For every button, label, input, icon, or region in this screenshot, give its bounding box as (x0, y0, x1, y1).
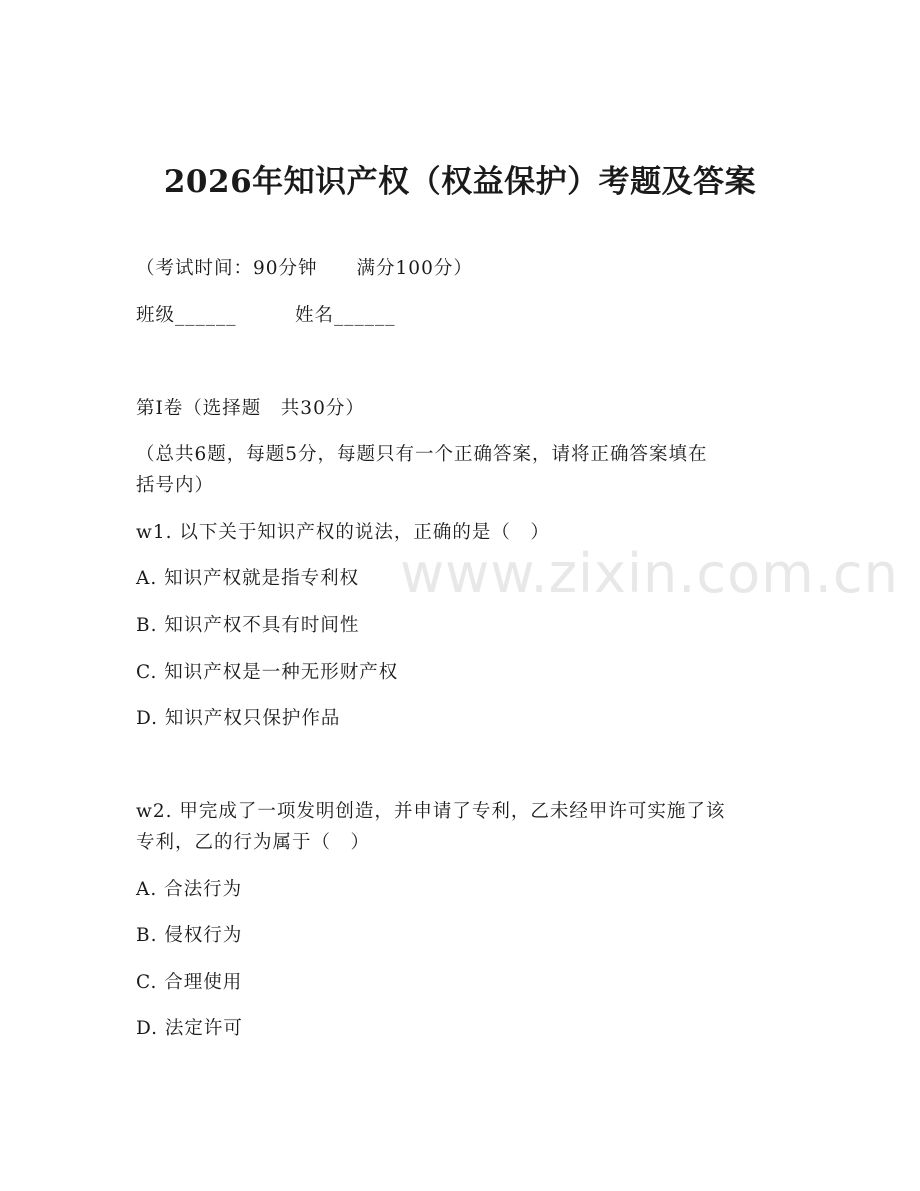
question-1-stem: w1. 以下关于知识产权的说法，正确的是（ ） (136, 522, 550, 543)
question-2-stem-line-1: w2. 甲完成了一项发明创造，并申请了专利，乙未经甲许可实施了该 (136, 801, 726, 822)
exam-info: （考试时间：90分钟 满分100分） (136, 258, 473, 279)
question-2-option-b: B. 侵权行为 (136, 925, 243, 946)
document-title: 2026年知识产权（权益保护）考题及答案 (163, 164, 757, 200)
class-name-line: 班级______ 姓名______ (136, 305, 396, 326)
question-1-option-b: B. 知识产权不具有时间性 (136, 615, 360, 636)
question-2-option-a: A. 合法行为 (136, 879, 243, 900)
instructions-line-1: （总共6题，每题5分，每题只有一个正确答案，请将正确答案填在 (136, 444, 708, 465)
question-1-option-c: C. 知识产权是一种无形财产权 (136, 662, 399, 683)
watermark: www.zixin.com.cn (400, 542, 899, 605)
instructions-line-2: 括号内） (136, 475, 215, 496)
question-2-stem-line-2: 专利，乙的行为属于（ ） (136, 832, 371, 853)
question-2-option-c: C. 合理使用 (136, 972, 243, 993)
section-heading: 第Ⅰ卷（选择题 共30分） (136, 398, 365, 419)
question-1-option-d: D. 知识产权只保护作品 (136, 708, 341, 729)
question-1-option-a: A. 知识产权就是指专利权 (136, 568, 360, 589)
question-2-option-d: D. 法定许可 (136, 1018, 243, 1039)
